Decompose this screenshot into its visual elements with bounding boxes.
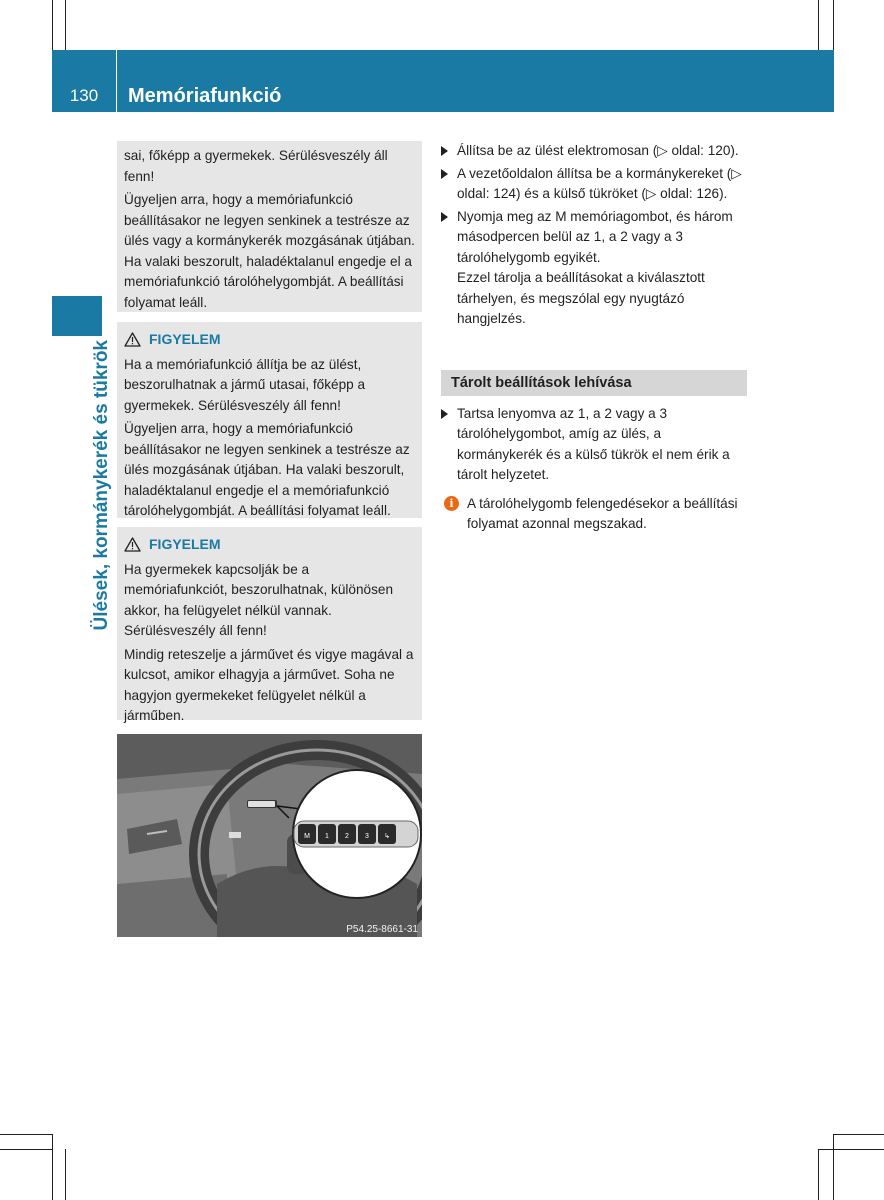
chapter-label: Ülések, kormánykerék és tükrök [91, 340, 112, 631]
figure-code: P54.25-8661-31 [346, 924, 418, 935]
step-arrow-icon [441, 169, 448, 179]
crop-mark [818, 1149, 884, 1150]
crop-mark [52, 1134, 53, 1200]
warning-heading-text: FIGYELEM [149, 536, 221, 552]
crop-mark [0, 1149, 52, 1150]
memory-button-label: 2 [345, 833, 349, 840]
crop-mark [833, 1134, 834, 1200]
warning-heading [124, 329, 416, 350]
crop-mark [65, 0, 66, 50]
info-note [441, 494, 747, 535]
instruction-step [441, 141, 747, 162]
step-note: Ezzel tárolja a beállításokat a kiválasztott tárhelyen, és megszólal egy nyugtázó hangjelzés. [457, 270, 705, 326]
step-arrow-icon [441, 409, 448, 419]
paragraph: sai, főképp a gyermekek. Sérülésveszély áll fenn! [124, 148, 388, 184]
chapter-tab [52, 296, 102, 336]
warning-triangle-icon [124, 332, 141, 347]
crop-mark [0, 1134, 52, 1135]
paragraph: Ha a memóriafunkció állítja be az ülést, beszorulhatnak a jármű utasai, főképp a gyermekek. Sérülésveszély áll fenn! [124, 356, 366, 413]
header-divider [116, 50, 117, 112]
section-heading: Tárolt beállítások lehívása [441, 370, 747, 396]
car-interior-illustration [117, 734, 422, 937]
crop-mark [65, 1149, 66, 1200]
warning-box [117, 322, 422, 518]
paragraph: Ha gyermekek kapcsolják be a memóriafunkciót, beszorulhatnak, különösen akkor, ha felügyelet nélkül vannak. Sérülésveszély áll fenn! [124, 561, 394, 638]
step-text: Tartsa lenyomva az 1, a 2 vagy a 3 tárolóhelygombot, amíg az ülés, a kormánykerék és a külső tükrök el nem érik a tárolt helyzetet. [457, 405, 730, 482]
crop-mark [818, 0, 819, 50]
memory-button-label: M [304, 833, 310, 840]
crop-mark [833, 1134, 884, 1135]
crop-mark [52, 0, 53, 50]
page-title: Memóriafunkció [128, 85, 282, 107]
warning-continuation-box [117, 141, 422, 312]
step-text: Nyomja meg az M memóriagombot, és három másodpercen belül az 1, a 2 vagy a 3 tárolóhelygomb egyikét. [457, 208, 733, 265]
step-arrow-icon [441, 146, 448, 156]
paragraph: Ügyeljen arra, hogy a memóriafunkció beállításakor ne legyen senkinek a testrésze az ülés mozgásának útjában. Ha valaki beszorult, haladéktalanul engedje el a memóriafunkció tárolóhelygombját. A beállítási folyamat leáll. [124, 421, 410, 518]
step-text: Állítsa be az ülést elektromosan (▷ oldal: 120). [457, 143, 739, 158]
paragraph: Ügyeljen arra, hogy a memóriafunkció beállításakor ne legyen senkinek a testrésze az ülés vagy a kormánykerék mozgásának útjában. Ha valaki beszorult, haladéktalanul engedje el a memóriafunkció tárolóhelygombját. A beállítási folyamat leáll. [124, 192, 415, 310]
step-arrow-icon [441, 212, 448, 222]
warning-heading-text: FIGYELEM [149, 331, 221, 347]
warning-triangle-icon [124, 537, 141, 552]
instruction-step [441, 164, 747, 205]
instruction-step [441, 404, 747, 486]
memory-button-label: 1 [325, 833, 329, 840]
info-icon: i [444, 496, 459, 511]
crop-mark [833, 0, 834, 50]
paragraph: Mindig reteszelje a járművet és vigye magával a kulcsot, amikor elhagyja a járművet. Soha ne hagyjon gyermekeket felügyelet nélkül a járműben. [124, 646, 414, 723]
memory-button-label: ↳ [384, 832, 390, 840]
warning-box [117, 527, 422, 723]
memory-button-label: 3 [365, 833, 369, 840]
instruction-step [441, 207, 747, 269]
info-text: A tárolóhelygomb felengedésekor a beállítási folyamat azonnal megszakad. [467, 495, 738, 531]
step-text: A vezetőoldalon állítsa be a kormánykereket (▷ oldal: 124) és a külső tükröket (▷ oldal: 126). [457, 165, 742, 201]
warning-heading [124, 534, 416, 555]
memory-button-figure [117, 734, 422, 937]
crop-mark [818, 1149, 819, 1200]
right-column [441, 141, 747, 535]
page-number: 130 [69, 86, 99, 105]
